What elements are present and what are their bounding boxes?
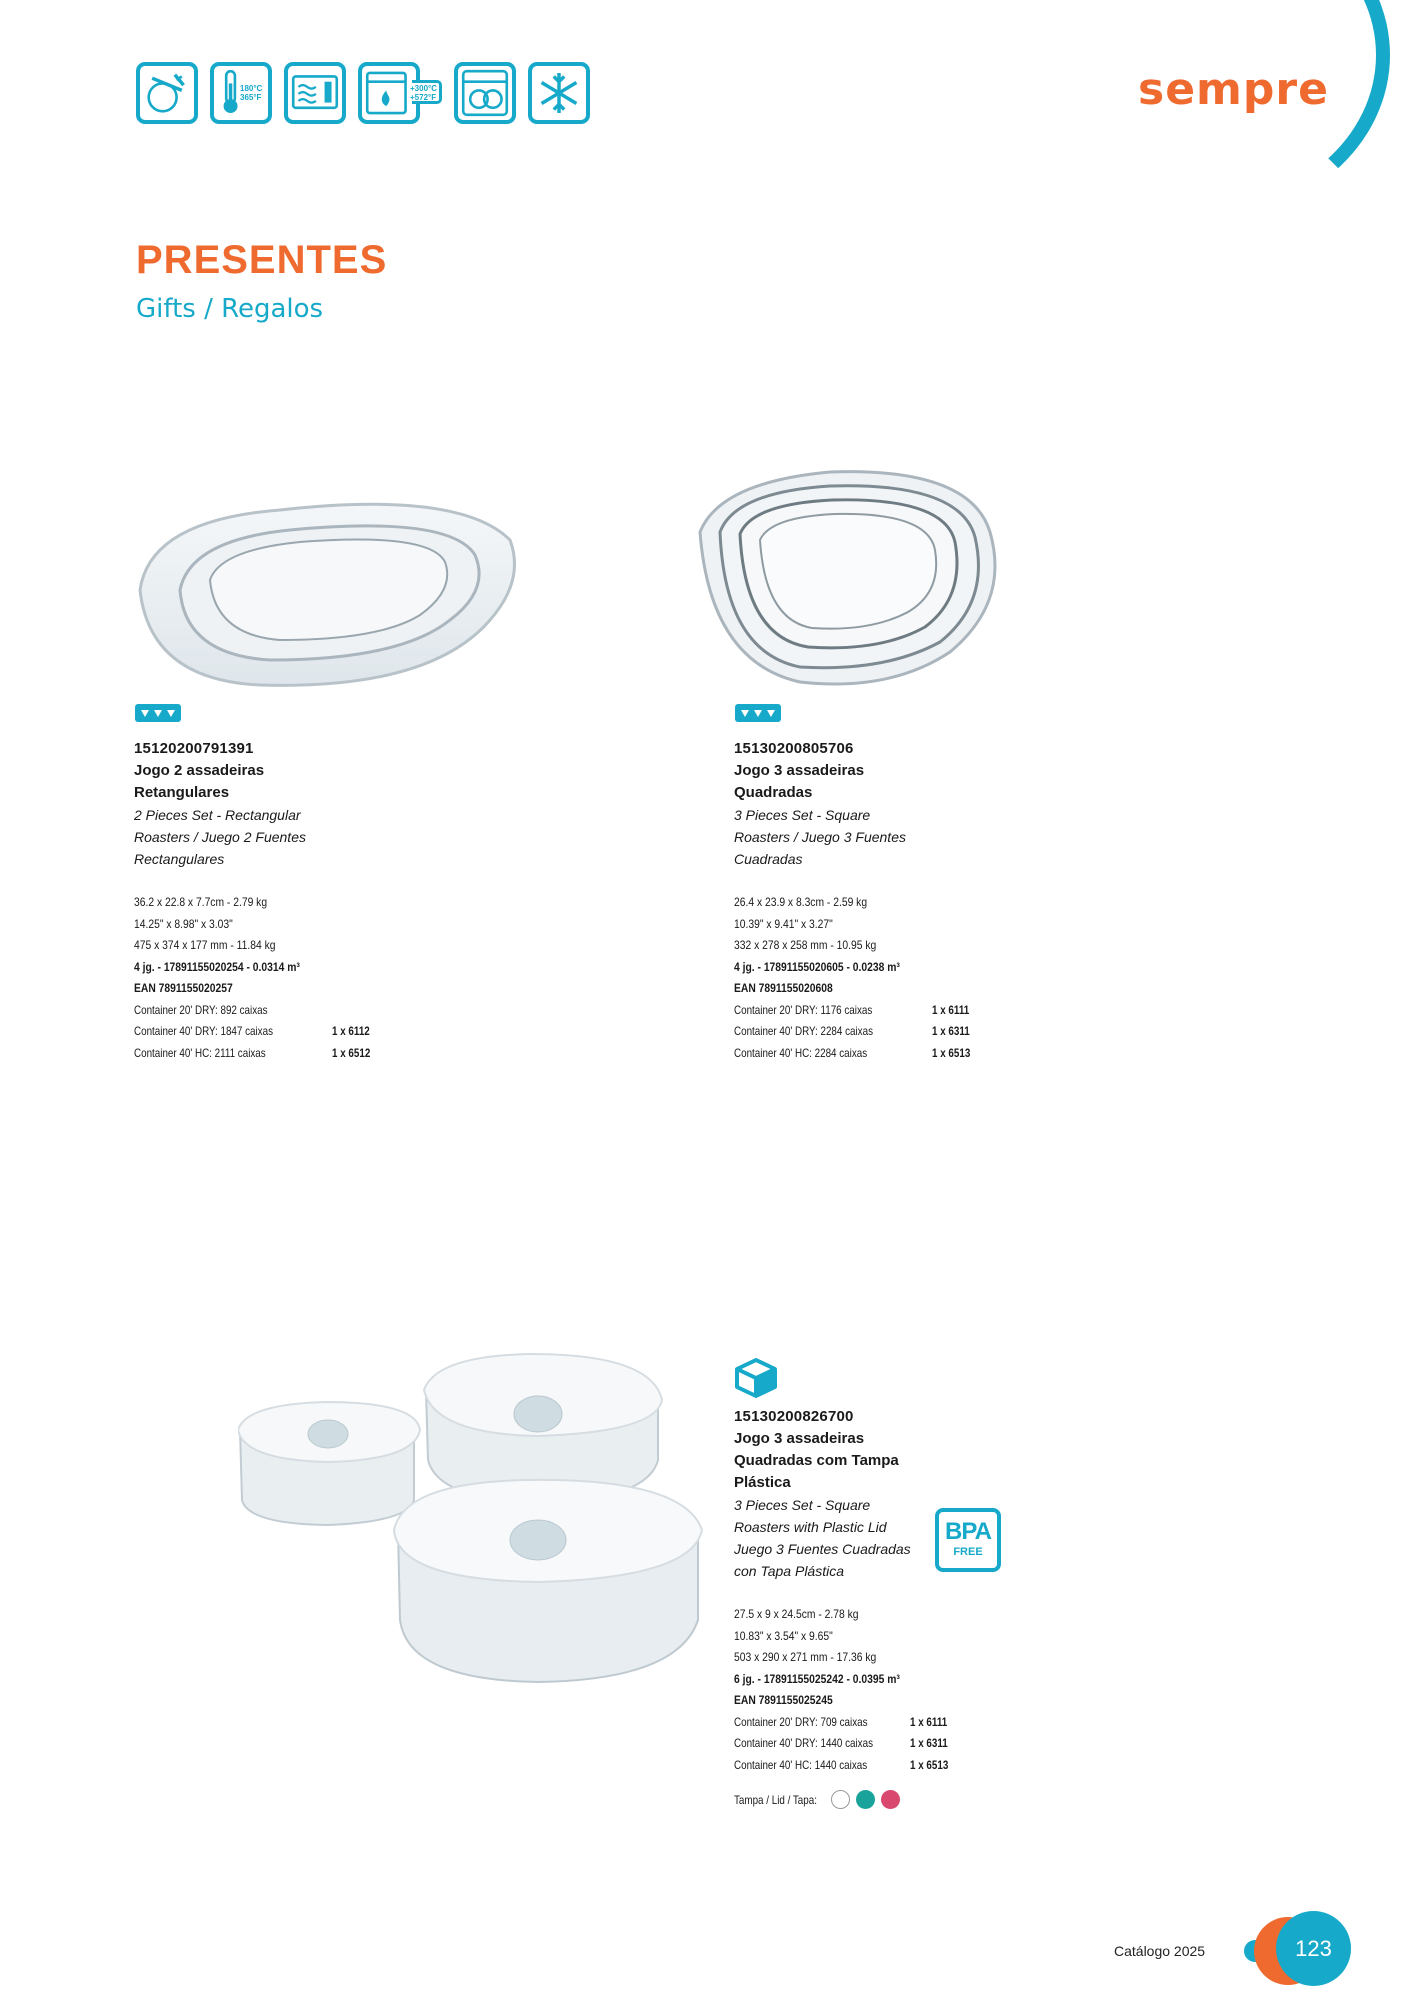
product-ean: EAN 7891155025245 — [734, 1693, 833, 1707]
product-description-line: Roasters with Plastic Lid — [734, 1519, 887, 1535]
bpa-free-badge: BPA FREE — [935, 1508, 1001, 1572]
thermometer-temp-label: 180°C 365°F — [240, 84, 263, 102]
product-spec: 475 x 374 x 177 mm - 11.84 kg — [134, 938, 276, 952]
product-code: 15130200826700 — [734, 1408, 854, 1425]
product-card-3 — [734, 1357, 1054, 1809]
brand-logo: sempre — [1138, 64, 1329, 115]
product-description-line: Cuadradas — [734, 851, 803, 867]
product-ean: EAN 7891155020608 — [734, 981, 833, 995]
dishwasher-icon — [454, 62, 516, 124]
product-name-line: Quadradas com Tampa — [734, 1452, 899, 1469]
catalog-label: Catálogo 2025 — [1114, 1943, 1206, 1959]
product-spec: 10.39" x 9.41" x 3.27" — [734, 916, 833, 931]
product-spec: 14.25" x 8.98" x 3.03" — [134, 916, 233, 931]
stack-icon — [734, 703, 1054, 728]
product-description-line: Roasters / Juego 2 Fuentes — [134, 829, 306, 845]
product-spec: 10.83" x 3.54" x 9.65" — [734, 1628, 833, 1643]
product-pack: 4 jg. - 17891155020605 - 0.0238 m³ — [734, 959, 900, 974]
section-title: PRESENTES — [136, 238, 388, 282]
lid-color-swatch[interactable] — [856, 1790, 875, 1809]
product-description-line: con Tapa Plástica — [734, 1563, 844, 1579]
product-image-square-roasters — [690, 462, 1010, 702]
container-row: Container 20' DRY: 1176 caixas 1 x 6111 — [734, 1002, 970, 1017]
product-name-line: Retangulares — [134, 784, 230, 801]
product-image-rectangular-roasters — [130, 480, 520, 700]
oven-temp-label: +300°C +572°F — [410, 84, 437, 102]
lid-colors-label: Tampa / Lid / Tapa: — [734, 1792, 817, 1807]
product-spec: 36.2 x 22.8 x 7.7cm - 2.79 kg — [134, 895, 268, 909]
product-name-line: Quadradas — [734, 784, 813, 801]
microwave-icon — [284, 62, 346, 124]
container-row: Container 40' DRY: 1440 caixas 1 x 6311 — [734, 1736, 948, 1750]
container-row: Container 40' DRY: 2284 caixas 1 x 6311 — [734, 1024, 970, 1038]
product-card-1 — [134, 703, 454, 1064]
lid-color-swatch[interactable] — [831, 1790, 850, 1809]
container-row: Container 20' DRY: 892 caixas — [134, 1002, 268, 1017]
dishwasher-safe-icon — [136, 62, 198, 124]
page-number: 123 — [1295, 1936, 1332, 1961]
product-description-line: 3 Pieces Set - Square — [734, 1497, 871, 1513]
section-subtitle: Gifts / Regalos — [136, 294, 324, 324]
container-row: Container 40' HC: 2284 caixas 1 x 6513 — [734, 1045, 971, 1060]
product-spec: 503 x 290 x 271 mm - 17.36 kg — [734, 1650, 877, 1664]
freezer-snowflake-icon — [528, 62, 590, 124]
product-ean: EAN 7891155020257 — [134, 981, 233, 995]
container-row: Container 40' DRY: 1847 caixas 1 x 6112 — [134, 1024, 370, 1038]
container-row: Container 20' DRY: 709 caixas 1 x 6111 — [734, 1714, 948, 1729]
lid-colors — [734, 1790, 1054, 1809]
product-image-roasters-with-lids — [238, 1350, 708, 1700]
product-spec: 332 x 278 x 258 mm - 10.95 kg — [734, 938, 877, 952]
product-description-line: 2 Pieces Set - Rectangular — [134, 807, 301, 823]
product-name-line: Jogo 3 assadeiras — [734, 1430, 865, 1447]
container-row: Container 40' HC: 1440 caixas 1 x 6513 — [734, 1757, 949, 1772]
product-description-line: Rectangulares — [134, 851, 225, 867]
product-description-line: Juego 3 Fuentes Cuadradas — [734, 1541, 911, 1557]
product-description-line: 3 Pieces Set - Square — [734, 807, 871, 823]
lid-color-swatch[interactable] — [881, 1790, 900, 1809]
product-spec: 26.4 x 23.9 x 8.3cm - 2.59 kg — [734, 895, 868, 909]
stack-icon — [134, 703, 454, 728]
product-name-line: Plástica — [734, 1474, 791, 1491]
product-pack: 4 jg. - 17891155020254 - 0.0314 m³ — [134, 959, 300, 974]
product-pack: 6 jg. - 17891155025242 - 0.0395 m³ — [734, 1671, 900, 1686]
product-name-line: Jogo 2 assadeiras — [134, 762, 265, 779]
container-row: Container 40' HC: 2111 caixas 1 x 6512 — [134, 1045, 371, 1060]
product-card-2 — [734, 703, 1054, 1064]
product-name-line: Jogo 3 assadeiras — [734, 762, 865, 779]
box-icon — [734, 1357, 1054, 1404]
product-code: 15120200791391 — [134, 740, 254, 757]
product-description-line: Roasters / Juego 3 Fuentes — [734, 829, 906, 845]
product-spec: 27.5 x 9 x 24.5cm - 2.78 kg — [734, 1607, 859, 1621]
product-code: 15130200805706 — [734, 740, 854, 757]
